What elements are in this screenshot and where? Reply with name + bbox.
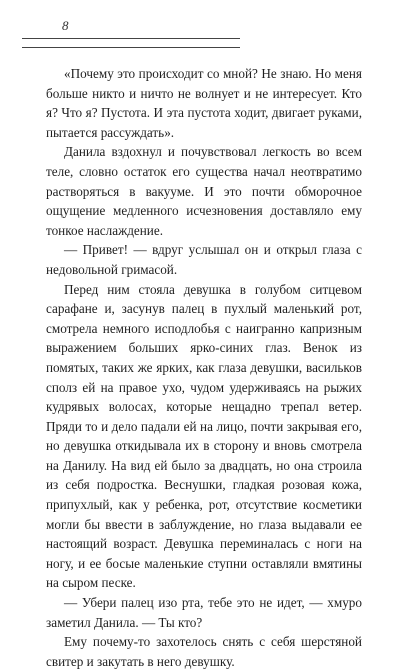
header-rule-bottom	[22, 47, 240, 48]
page-number: 8	[62, 18, 69, 33]
paragraph: Данила вздохнул и почувствовал легкость во всем теле, словно остаток его существа начал неотвратимо растворяться в вакууме. И это почти обморочное ощущение медленного исчезновения доставляло ему тонкое наслаждение.	[46, 144, 362, 238]
paragraph: «Почему это происходит со мной? Не знаю. Но меня больше никто и ничто не волнует и не интересует. Кто я? Что я? Пустота. И эта пустота ходит, двигает руками, пытается рассуждать».	[46, 66, 362, 140]
paragraph: — Привет! — вдруг услышал он и открыл глаза с недовольной гримасой.	[46, 242, 362, 277]
paragraph: Ему почему-то захотелось снять с себя шерстяной свитер и закутать в него девушку.	[46, 634, 362, 669]
paragraph: Перед ним стояла девушка в голубом ситцевом сарафане и, засунув палец в пухлый маленький рот, смотрела немного исподлобья с наигранно капризным выражением больших ярко-синих глаз. Венок из помятых, таких же ярких, как глаза девушки, васильков сполз ей на правое ухо, чудом удерживаясь на рыжих кудрявых волосах, которые нещадно трепал ветер. Пряди то и дело падали ей на лицо, почти закрывая его, но девушка откидывала их в сторону и вновь смотрела на Данилу. На вид ей было за двадцать, но она строила из себя подростка. Веснушки, гладкая розовая кожа, припухлый, как у ребенка, рот, отсутствие косметики могли бы ввести в заблуждение, но глаза выдавали ее настоящий возраст. Девушка переминалась с ноги на ногу, и ее босые маленькие ступни оставляли вмятины на сыром песке.	[46, 281, 362, 591]
paragraph: — Убери палец изо рта, тебе это не идет, — хмуро заметил Данила. — Ты кто?	[46, 595, 362, 630]
body-text	[46, 64, 362, 671]
header-rule-top	[22, 38, 240, 39]
page-header	[22, 18, 240, 52]
